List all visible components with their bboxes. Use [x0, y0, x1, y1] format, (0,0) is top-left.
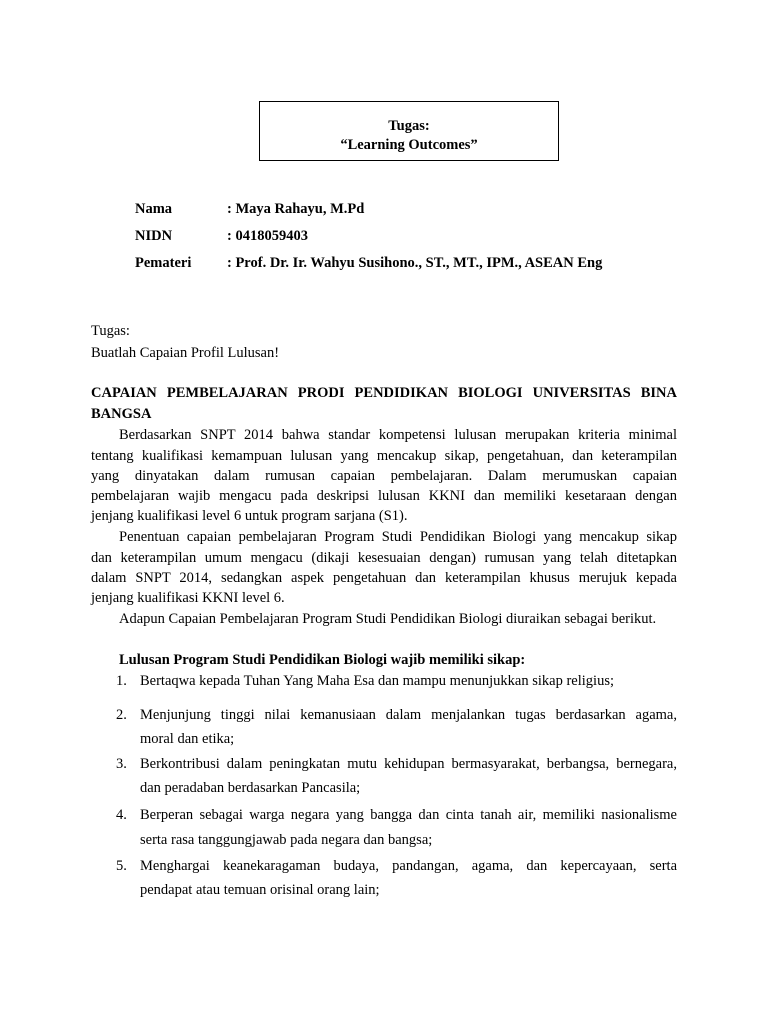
list-item-cont: pendapat atau temuan orisinal orang lain;	[140, 882, 380, 898]
sikap-heading: Lulusan Program Studi Pendidikan Biologi wajib memiliki sikap:	[119, 652, 526, 668]
paragraph-line: Penentuan capaian pembelajaran Program Studi Pendidikan Biologi yang mencakup sikap	[119, 529, 677, 545]
list-number: 3.	[116, 756, 127, 772]
list-item: Berkontribusi dalam peningkatan mutu kehidupan bermasyarakat, berbangsa, bernegara,	[140, 756, 677, 772]
paragraph-line: pembelajaran wajib mengacu pada deskripsi lulusan KKNI dan memiliki kesetaraan dengan	[91, 488, 677, 504]
info-row-nama	[135, 199, 364, 219]
info-row-pemateri	[135, 253, 602, 273]
list-number: 2.	[116, 707, 127, 723]
task-instruction: Buatlah Capaian Profil Lulusan!	[91, 345, 280, 361]
info-value: : Prof. Dr. Ir. Wahyu Susihono., ST., MT., IPM., ASEAN Eng	[227, 255, 603, 271]
task-title-box	[259, 101, 559, 161]
paragraph-line: dan keterampilan umum mengacu (dikaji kesesuaian dengan) rumusan yang telah ditetapkan	[91, 550, 677, 566]
info-label: Nama	[135, 201, 173, 217]
list-item: Bertaqwa kepada Tuhan Yang Maha Esa dan mampu menunjukkan sikap religius;	[140, 673, 614, 689]
task-title-label: Tugas:	[388, 118, 430, 134]
list-item-cont: dan peradaban berdasarkan Pancasila;	[140, 780, 361, 796]
info-value: : 0418059403	[227, 228, 308, 244]
list-number: 1.	[116, 673, 127, 689]
info-label: NIDN	[135, 228, 173, 244]
info-row-nidn	[135, 226, 308, 246]
paragraph-line: dalam SNPT 2014, sedangkan aspek pengetahuan dan keterampilan khusus merujuk kepada	[91, 570, 677, 586]
list-item: Menghargai keanekaragaman budaya, pandangan, agama, dan kepercayaan, serta	[140, 858, 677, 874]
list-item: Berperan sebagai warga negara yang bangga dan cinta tanah air, memiliki nasionalisme	[140, 807, 677, 823]
list-number: 5.	[116, 858, 127, 874]
list-number: 4.	[116, 807, 127, 823]
info-value: : Maya Rahayu, M.Pd	[227, 201, 365, 217]
info-label: Pemateri	[135, 255, 192, 271]
list-item: Menjunjung tinggi nilai kemanusiaan dalam menjalankan tugas berdasarkan agama,	[140, 707, 677, 723]
paragraph-line: Berdasarkan SNPT 2014 bahwa standar kompetensi lulusan merupakan kriteria minimal	[119, 427, 677, 443]
task-label: Tugas:	[91, 323, 130, 339]
section-heading: CAPAIAN PEMBELAJARAN PRODI PENDIDIKAN BIOLOGI UNIVERSITAS BINA	[91, 385, 677, 401]
list-item-cont: moral dan etika;	[140, 731, 235, 747]
paragraph-line: Adapun Capaian Pembelajaran Program Studi Pendidikan Biologi diuraikan sebagai berikut.	[119, 611, 657, 627]
section-heading-cont: BANGSA	[91, 406, 152, 422]
paragraph-line: jenjang kualifikasi level 6 untuk program sarjana (S1).	[91, 508, 408, 524]
paragraph-line: jenjang kualifikasi KKNI level 6.	[91, 590, 285, 606]
task-title-subject: “Learning Outcomes”	[340, 137, 478, 153]
paragraph-line: tentang kualifikasi kemampuan lulusan yang mencakup sikap, pengetahuan, dan keterampilan	[91, 448, 677, 464]
paragraph-line: yang dinyatakan dalam rumusan capaian pembelajaran. Dalam merumuskan capaian	[91, 468, 677, 484]
list-item-cont: serta rasa tanggungjawab pada negara dan bangsa;	[140, 832, 433, 848]
